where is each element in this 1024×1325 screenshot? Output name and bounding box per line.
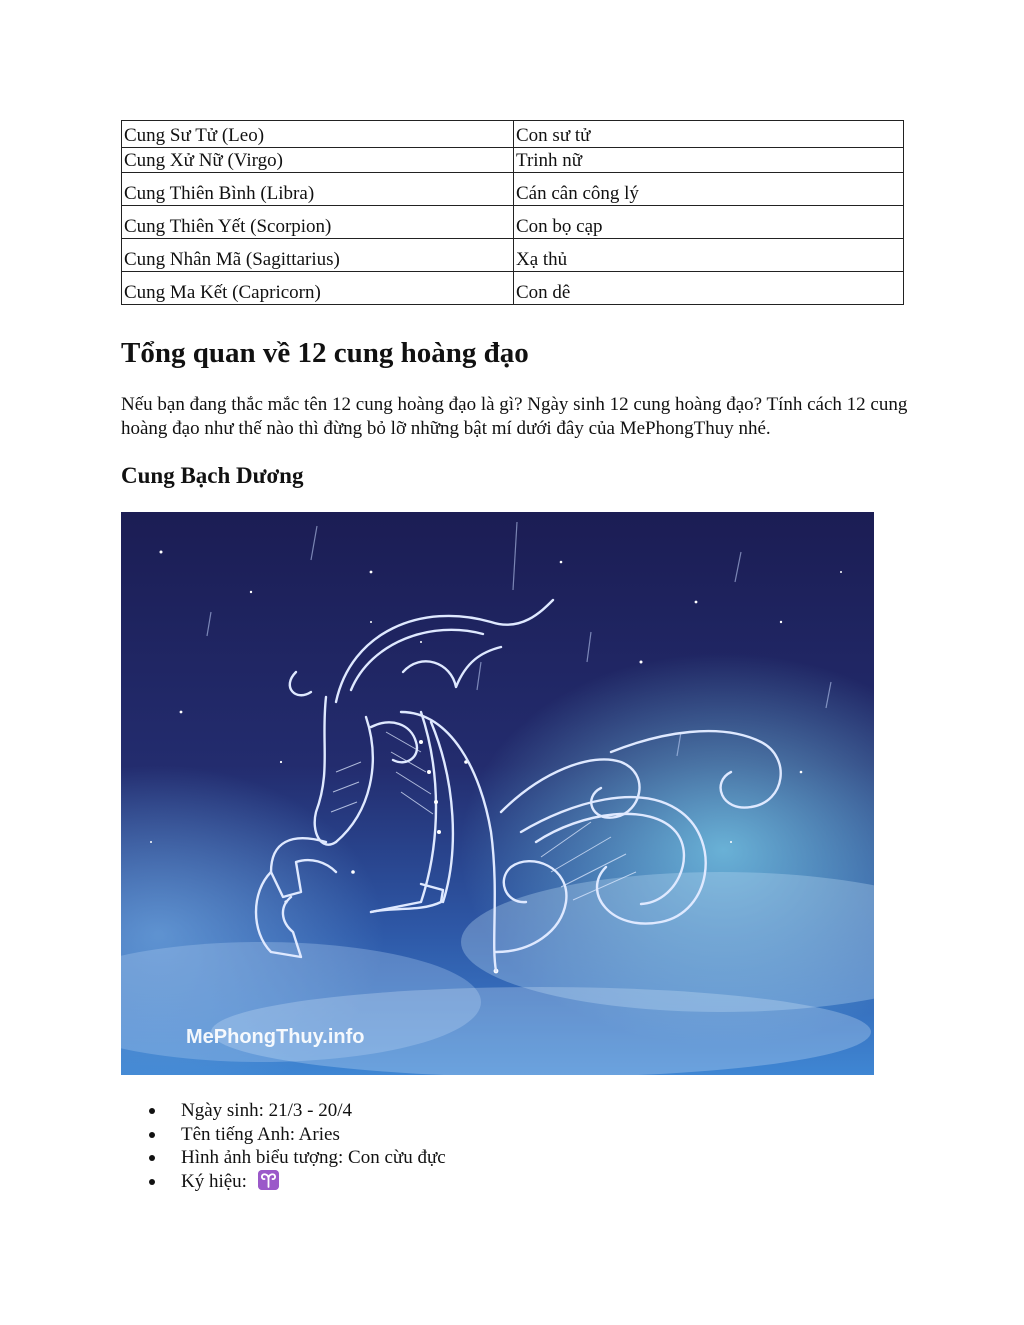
- subsection-title: Cung Bạch Dương: [121, 463, 304, 488]
- table-cell: Cung Xử Nữ (Virgo): [122, 148, 514, 173]
- table-cell: Cung Thiên Yết (Scorpion): [122, 206, 514, 239]
- table-row: [122, 239, 904, 272]
- list-item: [121, 1170, 446, 1194]
- fact-symbol-image: Hình ảnh biểu tượng: Con cừu đực: [181, 1147, 446, 1168]
- image-watermark: MePhongThuy.info: [186, 1026, 365, 1048]
- fact-english-name: Tên tiếng Anh: Aries: [181, 1123, 340, 1145]
- bullet-icon: [149, 1155, 155, 1161]
- table-cell: Cung Thiên Bình (Libra): [122, 173, 514, 206]
- table-cell: Con sư tử: [514, 121, 904, 148]
- zodiac-table: [121, 120, 904, 305]
- bullet-icon: [149, 1179, 155, 1185]
- table-cell: Cán cân công lý: [514, 173, 904, 206]
- list-item: [121, 1146, 446, 1170]
- table-row: [122, 206, 904, 239]
- table-row: [122, 148, 904, 173]
- aries-facts-list: [121, 1099, 446, 1193]
- table-row: [122, 173, 904, 206]
- fact-sign-symbol: Ký hiệu:: [181, 1170, 247, 1192]
- table-cell: Cung Nhân Mã (Sagittarius): [122, 239, 514, 272]
- table-cell: Cung Sư Tử (Leo): [122, 121, 514, 148]
- table-row: [122, 121, 904, 148]
- bullet-icon: [149, 1108, 155, 1114]
- table-cell: Con dê: [514, 272, 904, 305]
- list-item: [121, 1099, 446, 1123]
- table-row: [122, 272, 904, 305]
- table-cell: Trinh nữ: [514, 148, 904, 173]
- section-title: Tổng quan về 12 cung hoàng đạo: [121, 337, 529, 369]
- list-item: [121, 1123, 446, 1147]
- aries-symbol-icon: [258, 1170, 279, 1190]
- capricorn-constellation-illustration: [121, 512, 874, 1075]
- bullet-icon: [149, 1132, 155, 1138]
- table-cell: Xạ thủ: [514, 239, 904, 272]
- fact-birth-date: Ngày sinh: 21/3 - 20/4: [181, 1100, 352, 1121]
- intro-paragraph: Nếu bạn đang thắc mắc tên 12 cung hoàng đạo là gì? Ngày sinh 12 cung hoàng đạo? Tính cách 12 cung hoàng đạo như thế nào thì đừng bỏ lỡ những bật mí dưới đây của MePhongThuy nhé.: [121, 394, 908, 439]
- table-cell: Con bọ cạp: [514, 206, 904, 239]
- table-cell: Cung Ma Kết (Capricorn): [122, 272, 514, 305]
